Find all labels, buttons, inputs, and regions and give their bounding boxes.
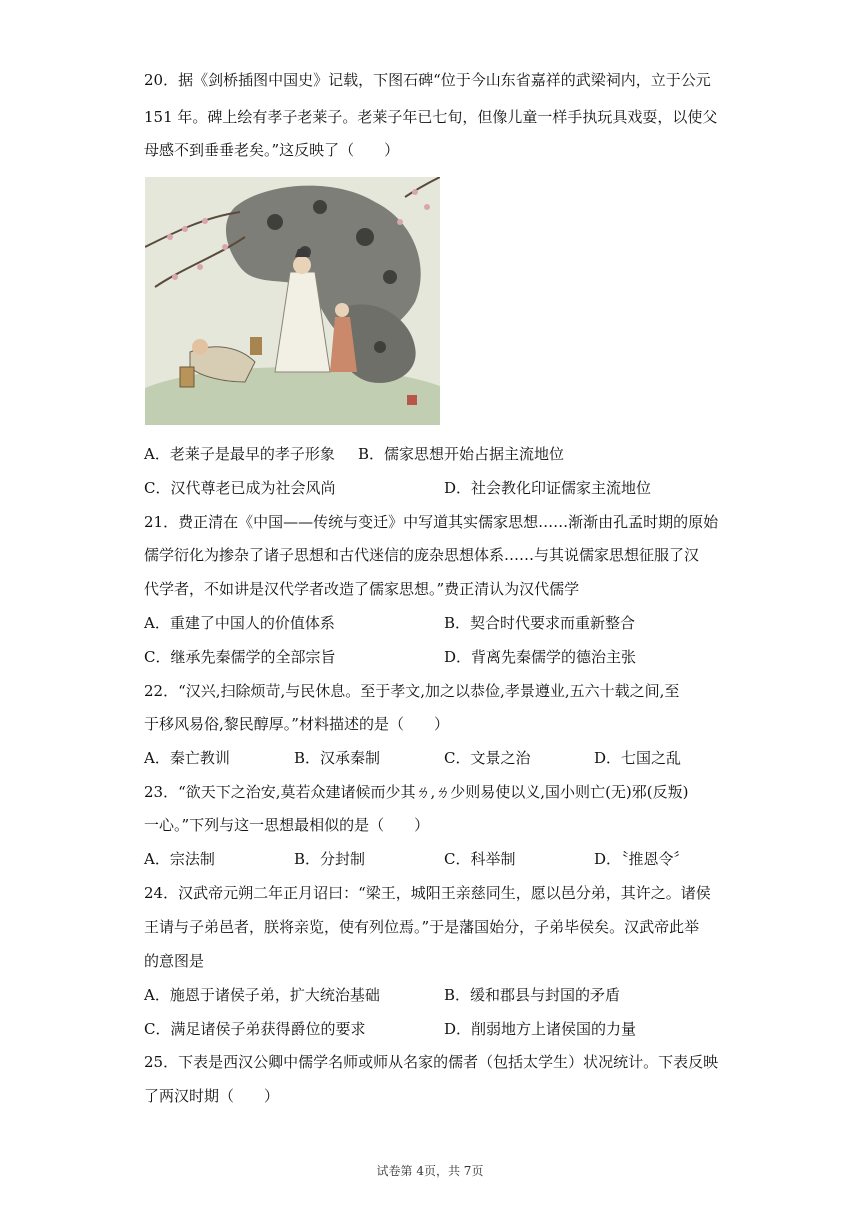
question-23-option-c[interactable]: C．科举制: [444, 850, 516, 868]
question-20-option-a[interactable]: A．老莱子是最早的孝子形象: [144, 445, 335, 463]
question-21-line-1: 21．费正清在《中国——传统与变迁》中写道其实儒家思想……渐渐由孔孟时期的原始: [144, 513, 719, 531]
question-24-option-c[interactable]: C．满足诸侯子弟获得爵位的要求: [144, 1020, 366, 1038]
question-20-line-3: 母感不到垂垂老矣。”这反映了（ ）: [144, 141, 400, 159]
question-25-line-1: 25．下表是西汉公卿中儒学名师或师从名家的儒者（包括太学生）状况统计。下表反映: [144, 1053, 719, 1071]
question-22-option-c[interactable]: C．文景之治: [444, 749, 531, 767]
question-21-option-c[interactable]: C．继承先秦儒学的全部宗旨: [144, 648, 336, 666]
question-23-option-d[interactable]: D．〝推恩令〞: [594, 850, 689, 868]
question-22-line-1: 22．“汉兴,扫除烦苛,与民休息。至于孝文,加之以恭俭,孝景遵业,五六十载之间,至: [144, 682, 680, 700]
question-23-option-b[interactable]: B．分封制: [294, 850, 366, 868]
question-21-line-3: 代学者，不如讲是汉代学者改造了儒家思想。”费正清认为汉代儒学: [144, 580, 580, 598]
question-24-line-2: 王请与子弟邑者，朕将亲览，使有列位焉。”于是藩国始分，子弟毕侯矣。汉武帝此举: [144, 918, 700, 936]
question-24-option-b[interactable]: B．缓和郡县与封国的矛盾: [444, 986, 621, 1004]
question-20-line-1: 20．据《剑桥插图中国史》记载，下图石碑“位于今山东省嘉祥的武梁祠内，立于公元: [144, 71, 711, 89]
question-20-option-d[interactable]: D．社会教化印证儒家主流地位: [444, 479, 652, 497]
question-20-option-b[interactable]: B．儒家思想开始占据主流地位: [358, 445, 565, 463]
page-footer: 试卷第 4页，共 7页: [376, 1164, 484, 1178]
question-22-line-2: 于移风易俗,黎民醇厚。”材料描述的是（ ）: [144, 715, 449, 733]
laolaizi-painting: [145, 177, 440, 425]
question-21-option-b[interactable]: B．契合时代要求而重新整合: [444, 614, 636, 632]
question-20-line-2: 151 年。碑上绘有孝子老莱子。老莱子年已七旬，但像儿童一样手执玩具戏耍，以使父: [144, 108, 718, 126]
question-21-option-a[interactable]: A．重建了中国人的价值体系: [144, 614, 335, 632]
question-24-line-3: 的意图是: [144, 952, 205, 970]
question-24-option-d[interactable]: D．削弱地方上诸侯国的力量: [444, 1020, 637, 1038]
question-24-option-a[interactable]: A．施恩于诸侯子弟，扩大统治基础: [144, 986, 380, 1004]
question-22-option-b[interactable]: B．汉承秦制: [294, 749, 381, 767]
question-22-option-d[interactable]: D．七国之乱: [594, 749, 682, 767]
question-25-line-2: 了两汉时期（ ）: [144, 1087, 280, 1105]
question-22-option-a[interactable]: A．秦亡教训: [144, 749, 230, 767]
question-23-line-2: 一心。”下列与这一思想最相似的是（ ）: [144, 816, 430, 834]
question-23-option-a[interactable]: A．宗法制: [144, 850, 215, 868]
question-21-option-d[interactable]: D．背离先秦儒学的德治主张: [444, 648, 637, 666]
question-21-line-2: 儒学衍化为掺杂了诸子思想和古代迷信的庞杂思想体系……与其说儒家思想征服了汉: [144, 546, 700, 564]
question-20-option-c[interactable]: C．汉代尊老已成为社会风尚: [144, 479, 336, 497]
question-23-line-1: 23．“欲天下之治安,莫若众建诸候而少其ㄌ,ㄌ少则易使以义,国小则亡(无)邪(反叛): [144, 783, 689, 801]
question-24-line-1: 24．汉武帝元朔二年正月诏曰：“梁王，城阳王亲慈同生，愿以邑分弟，其许之。诸侯: [144, 884, 711, 902]
